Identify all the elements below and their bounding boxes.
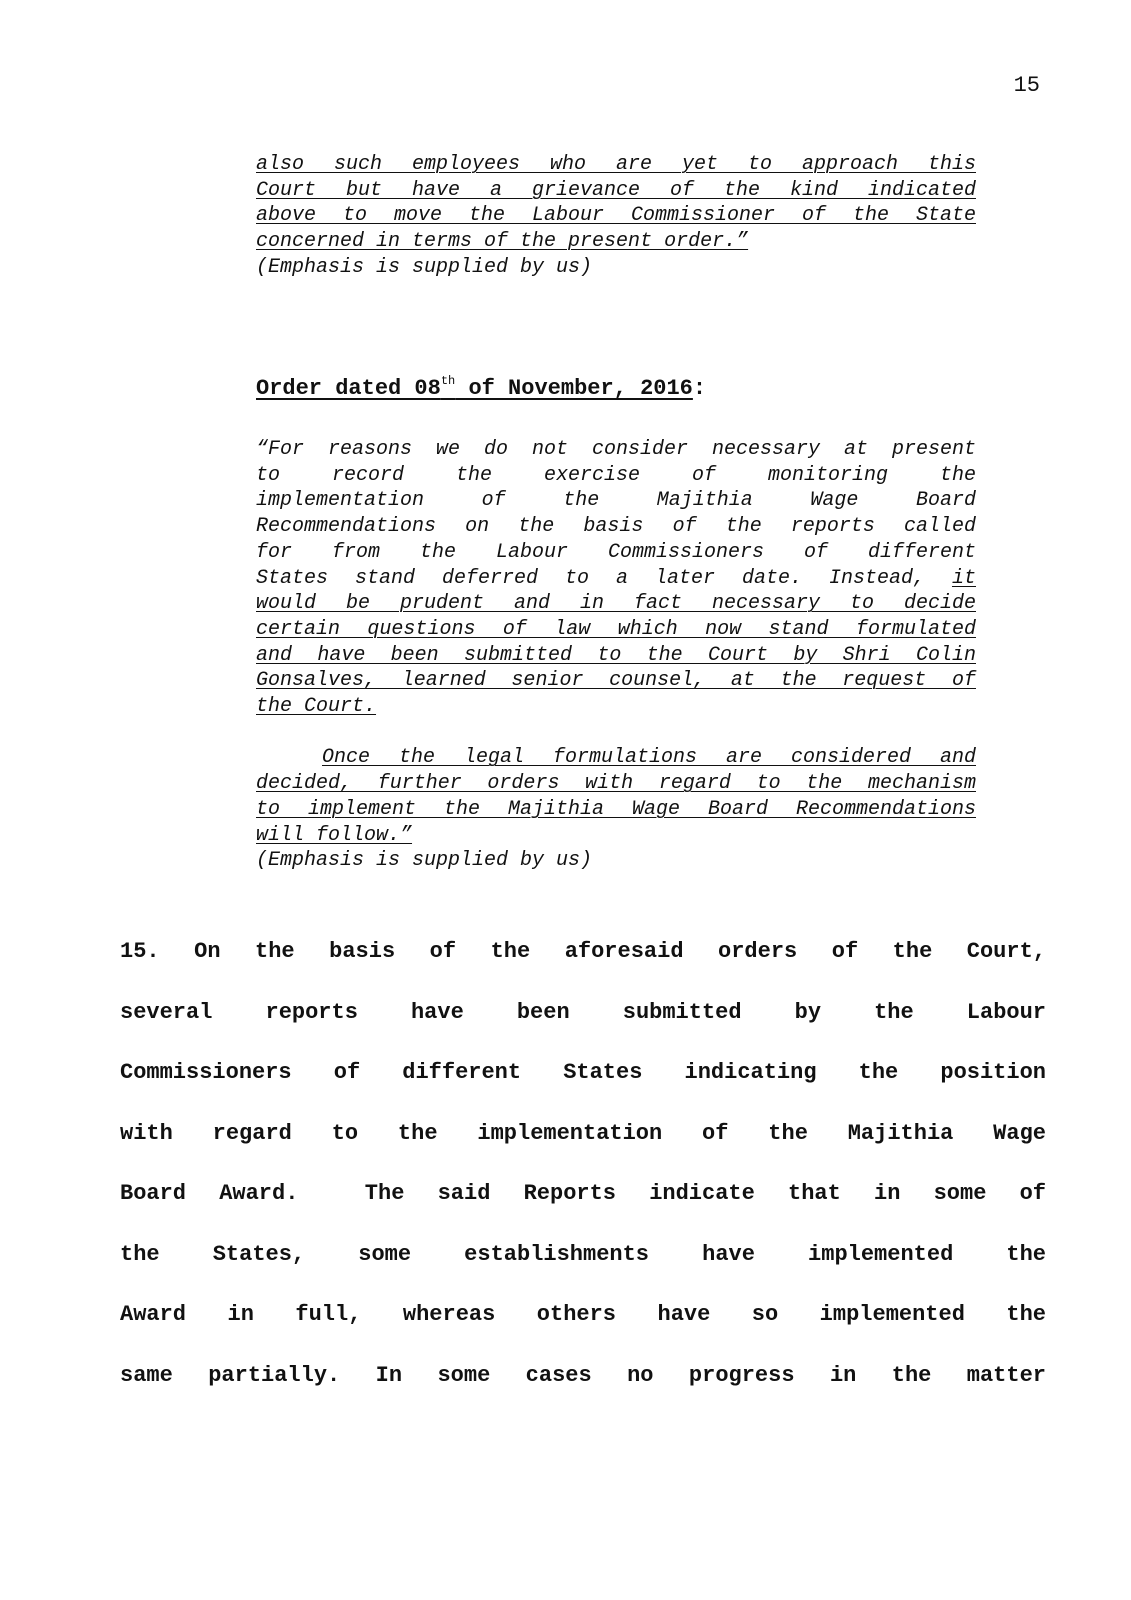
emphasis-note: (Emphasis is supplied by us) — [256, 255, 593, 279]
paragraph-15 — [120, 941, 1046, 1425]
order-quote — [256, 437, 976, 874]
order-heading-prefix: Order dated 08 — [256, 376, 441, 401]
quote-line: Gonsalves, learned senior counsel, at the request of — [256, 669, 976, 693]
quote-line: will follow.” — [256, 823, 413, 847]
quote-line: would be prudent and in fact necessary to decide — [256, 592, 976, 616]
paragraph-line-text: Award in full, whereas others have so implemented the — [120, 1302, 1046, 1327]
paragraph-line — [120, 1120, 1046, 1184]
paragraph-line-text: 15. On the basis of the aforesaid orders of the Court, — [120, 939, 1046, 964]
paragraph-line-text: the States, some establishments have implemented the — [120, 1241, 1046, 1267]
quote-line-plain-part: States stand deferred to a later date. Instead, — [256, 566, 952, 590]
paragraph-line-text: Board Award. The said Reports indicate that in some of — [120, 1181, 1046, 1206]
order-heading-colon: : — [692, 376, 707, 401]
quote-line: above to move the Labour Commissioner of the State — [256, 204, 976, 228]
quote-line: to record the exercise of monitoring the — [256, 463, 976, 487]
quote-line: certain questions of law which now stand formulated — [256, 617, 976, 641]
quote-line: Court but have a grievance of the kind indicated — [256, 178, 976, 202]
order-heading-text — [256, 376, 693, 401]
quote-line-underlined-part: it — [951, 566, 976, 590]
order-heading-suffix: of November, 2016 — [455, 376, 693, 401]
paragraph-line — [120, 1241, 1046, 1305]
paragraph-line-text: same partially. In some cases no progress in the matter — [120, 1362, 1046, 1388]
paragraph-line-text: Commissioners of different States indicating the position — [120, 1060, 1046, 1085]
quote-line: also such employees who are yet to approach this — [256, 153, 976, 176]
quote-line: the Court. — [256, 695, 377, 719]
quote-line: concerned in terms of the present order.” — [256, 230, 749, 254]
quote-line: for from the Labour Commissioners of different — [256, 540, 976, 564]
quote-line: “For reasons we do not consider necessary at present — [256, 438, 976, 461]
quote-line: implementation of the Majithia Wage Board — [256, 489, 976, 513]
quote-line: Recommendations on the basis of the reports called — [256, 515, 976, 539]
quote-line: decided, further orders with regard to the mechanism — [256, 772, 976, 796]
paragraph-line-text: several reports have been submitted by the Labour — [120, 999, 1046, 1025]
paragraph-line — [120, 941, 1046, 1002]
paragraph-line — [120, 999, 1046, 1063]
order-heading — [256, 374, 706, 401]
paragraph-line — [120, 1362, 1046, 1426]
emphasis-note: (Emphasis is supplied by us) — [256, 849, 593, 873]
paragraph-line — [120, 1183, 1046, 1244]
quote-continuation — [256, 152, 976, 281]
quote-line-mixed — [256, 566, 976, 592]
quote-line: Once the legal formulations are considered and — [322, 746, 976, 770]
order-heading-superscript: th — [440, 374, 456, 388]
page-number: 15 — [1013, 73, 1040, 98]
quote-line: and have been submitted to the Court by Shri Colin — [256, 643, 976, 667]
quote-line: to implement the Majithia Wage Board Recommendations — [256, 797, 976, 821]
paragraph-line — [120, 1062, 1046, 1123]
quote-line-indented — [256, 745, 976, 771]
paragraph-line — [120, 1304, 1046, 1365]
paragraph-line-text: with regard to the implementation of the Majithia Wage — [120, 1120, 1046, 1146]
